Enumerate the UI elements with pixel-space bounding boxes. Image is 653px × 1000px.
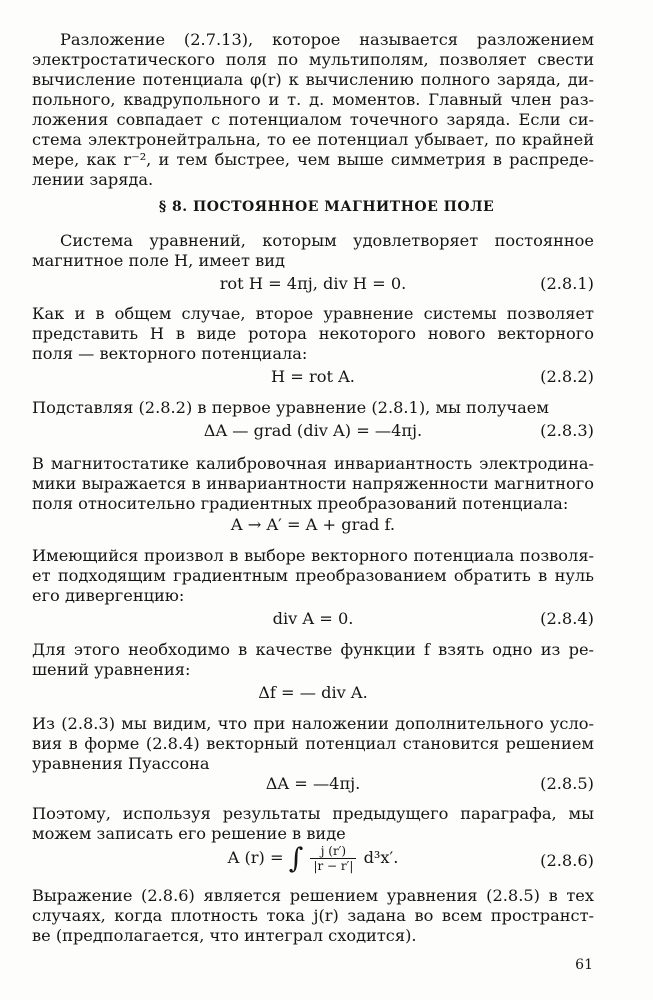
text-line: ве (предполагается, что интеграл сходится). [32,926,417,945]
text-line: Выражение (2.8.6) является решением уравнения (2.8.5) в тех [32,886,594,905]
equation-formula: rot H = 4πj, div H = 0. [219,274,407,293]
text-line: Разложение (2.7.13), которое называется разложением [60,30,594,49]
equation-differential: d³x′. [363,848,399,867]
equation-2-8-2 [32,367,594,389]
text-line: польного, квадрупольного и т. д. моментов. Главный член раз- [32,90,594,109]
text-line: ложения совпадает с потенциалом точечного заряда. Если си- [32,110,594,129]
text-line: можем записать его решение в виде [32,824,346,843]
section-heading: § 8. ПОСТОЯННОЕ МАГНИТНОЕ ПОЛЕ [158,199,495,215]
text-line: Как и в общем случае, второе уравнение системы позволяет [32,304,594,323]
equation-2-8-1 [32,274,594,296]
integral-sign: ∫ [288,841,304,875]
text-line: мики выражается в инвариантности напряженности магнитного [32,474,594,493]
text-line: Система уравнений, которым удовлетворяет постоянное [60,231,594,250]
text-line: его дивергенцию: [32,586,185,605]
text-line: шений уравнения: [32,660,191,679]
text-line: вия в форме (2.8.4) векторный потенциал становится решением [32,734,594,753]
text-line: поля относительно градиентных преобразований потенциала: [32,494,569,513]
equation-formula: H = rot A. [271,367,355,386]
equation-number: (2.8.5) [540,774,594,793]
text-line: представить H в виде ротора некоторого нового векторного [32,324,594,343]
fraction-numerator: j (r′) [310,844,356,859]
equation-formula [32,841,594,875]
text-line: мере, как r⁻², и тем быстрее, чем выше симметрия в распреде- [32,150,594,169]
equation-number: (2.8.4) [540,609,594,628]
text-line: уравнения Пуассона [32,754,210,773]
equation-number: (2.8.2) [540,367,594,386]
text-line: магнитное поле H, имеет вид [32,251,285,270]
text-line: поля — векторного потенциала: [32,344,308,363]
text-line: Имеющийся произвол в выборе векторного потенциала позволя- [32,546,594,565]
equation-2-8-3 [32,421,594,443]
text-line: стема электронейтральна, то ее потенциал убывает, по крайней [32,130,594,149]
equation-gauge [32,515,594,537]
equation-2-8-4 [32,609,594,631]
equation-number: (2.8.6) [540,851,594,870]
equation-formula: ΔA = —4πj. [265,774,361,793]
text-line: Для этого необходимо в качестве функции f взять одно из ре- [32,640,594,659]
equation-number: (2.8.1) [540,274,594,293]
fraction-denominator: |r − r′| [313,859,354,873]
text-line: ет подходящим градиентным преобразованием обратить в нуль [32,566,594,585]
text-line: В магнитостатике калибровочная инвариантность электродина- [32,454,594,473]
text-line: лении заряда. [32,170,154,189]
equation-formula: A → A′ = A + grad f. [230,515,396,534]
equation-2-8-6 [32,841,594,878]
equation-formula: div A = 0. [272,609,354,628]
text-line: Поэтому, используя результаты предыдущего параграфа, мы [32,804,594,823]
text-line: случаях, когда плотность тока j(r) задана во всем пространст- [32,906,594,925]
text-line: Подставляя (2.8.2) в первое уравнение (2.8.1), мы получаем [32,398,549,417]
equation-laplace-f [32,683,594,705]
text-line: электростатического поля по мультиполям, позволяет свести [32,50,594,69]
text-line: Из (2.8.3) мы видим, что при наложении дополнительного усло- [32,714,594,733]
equation-2-8-5 [32,774,594,796]
text-line: вычисление потенциала φ(r) к вычислению полного заряда, ди- [32,70,594,89]
fraction [310,844,356,873]
equation-formula: Δf = — div A. [258,683,368,702]
equation-formula: ΔA — grad (div A) = —4πj. [203,421,423,440]
page-number: 61 [575,957,593,973]
equation-lhs: A (r) = [227,848,284,867]
equation-number: (2.8.3) [540,421,594,440]
